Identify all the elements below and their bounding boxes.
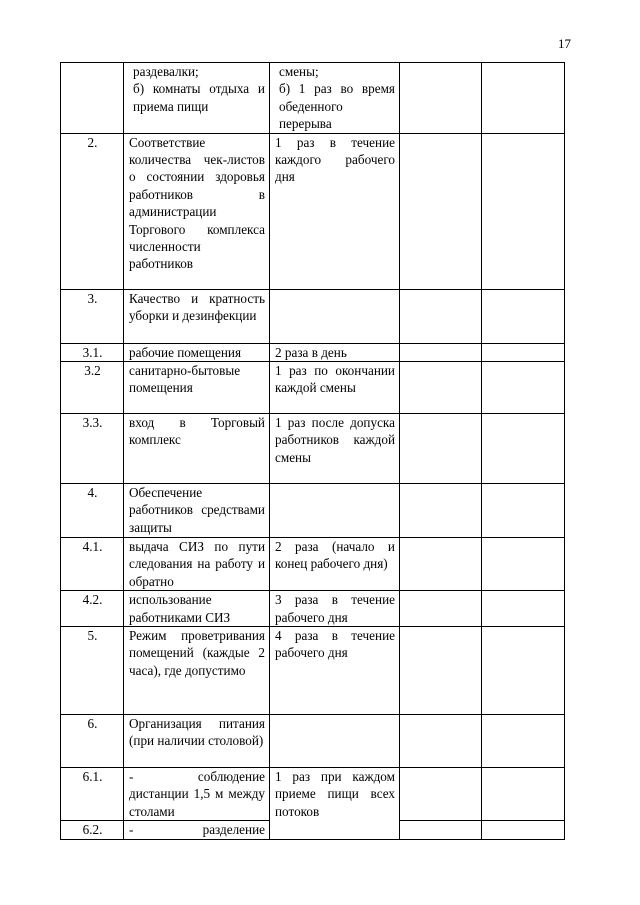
frequency-cell: 1 раз по окончании каждой смены (270, 362, 400, 414)
frequency-cell: 1 раз в течение каждого рабочего дня (270, 133, 400, 289)
table-row (61, 821, 565, 839)
row-number-cell: 6.1. (61, 768, 124, 821)
row-number-cell: 3.2 (61, 362, 124, 414)
row-number-cell: 3.3. (61, 414, 124, 484)
item-cell: Качество и кратность уборки и дезинфекции (124, 289, 270, 343)
empty-cell (482, 289, 565, 343)
table-row (61, 715, 565, 768)
empty-cell (482, 821, 565, 839)
frequency-cell: 1 раз после допуска работников каждой смены (270, 414, 400, 484)
row-number-cell: 6. (61, 715, 124, 768)
table-row (61, 627, 565, 715)
empty-cell (400, 362, 482, 414)
empty-cell (482, 484, 565, 538)
empty-cell (482, 627, 565, 715)
table-row (61, 484, 565, 538)
empty-cell (482, 591, 565, 627)
row-number-cell (61, 63, 124, 134)
empty-cell (400, 289, 482, 343)
frequency-cell: смены; б) 1 раз во время обеденного перерыва (270, 63, 400, 134)
table-row (61, 133, 565, 289)
row-number-cell: 3. (61, 289, 124, 343)
item-cell: - соблюдение дистанции 1,5 м между столами (124, 768, 270, 821)
table-row (61, 362, 565, 414)
table-row (61, 414, 565, 484)
frequency-cell: 2 раза в день (270, 343, 400, 361)
item-cell: - разделение (124, 821, 270, 839)
table-row (61, 343, 565, 361)
table-row (61, 538, 565, 591)
frequency-cell (270, 484, 400, 538)
table-row (61, 591, 565, 627)
empty-cell (400, 414, 482, 484)
checklist-table (60, 62, 565, 840)
empty-cell (482, 715, 565, 768)
empty-cell (400, 591, 482, 627)
item-cell: Режим проветривания помещений (каждые 2 часа), где допустимо (124, 627, 270, 715)
empty-cell (400, 715, 482, 768)
row-number-cell: 2. (61, 133, 124, 289)
frequency-cell (270, 289, 400, 343)
empty-cell (482, 133, 565, 289)
empty-cell (482, 63, 565, 134)
empty-cell (482, 362, 565, 414)
item-cell: Обеспечение работников средствами защиты (124, 484, 270, 538)
item-cell: Соответствие количества чек-листов о состоянии здоровья работников в администрации Торгового комплекса численности работников (124, 133, 270, 289)
empty-cell (482, 343, 565, 361)
empty-cell (400, 133, 482, 289)
item-cell: санитарно-бытовые помещения (124, 362, 270, 414)
empty-cell (400, 63, 482, 134)
frequency-cell (270, 715, 400, 768)
row-number-cell: 4.1. (61, 538, 124, 591)
frequency-cell: 2 раза (начало и конец рабочего дня) (270, 538, 400, 591)
row-number-cell: 3.1. (61, 343, 124, 361)
row-number-cell: 6.2. (61, 821, 124, 839)
empty-cell (400, 343, 482, 361)
empty-cell (400, 768, 482, 821)
empty-cell (482, 538, 565, 591)
item-cell: использование работниками СИЗ (124, 591, 270, 627)
frequency-cell (270, 821, 400, 839)
table-row (61, 289, 565, 343)
frequency-cell: 4 раза в течение рабочего дня (270, 627, 400, 715)
item-cell: рабочие помещения (124, 343, 270, 361)
row-number-cell: 4.2. (61, 591, 124, 627)
empty-cell (400, 538, 482, 591)
frequency-cell: 3 раза в течение рабочего дня (270, 591, 400, 627)
empty-cell (482, 768, 565, 821)
empty-cell (400, 821, 482, 839)
empty-cell (400, 484, 482, 538)
empty-cell (400, 627, 482, 715)
item-cell: Организация питания (при наличии столовой) (124, 715, 270, 768)
item-cell: вход в Торговый комплекс (124, 414, 270, 484)
page-number: 17 (558, 36, 571, 51)
item-cell: выдача СИЗ по пути следования на работу и обратно (124, 538, 270, 591)
item-cell: раздевалки; б) комнаты отдыха и приема пищи (124, 63, 270, 134)
table-row (61, 768, 565, 821)
row-number-cell: 5. (61, 627, 124, 715)
row-number-cell: 4. (61, 484, 124, 538)
empty-cell (482, 414, 565, 484)
table-row (61, 63, 565, 134)
frequency-cell: 1 раз при каждом приеме пищи всех потоков (270, 768, 400, 821)
